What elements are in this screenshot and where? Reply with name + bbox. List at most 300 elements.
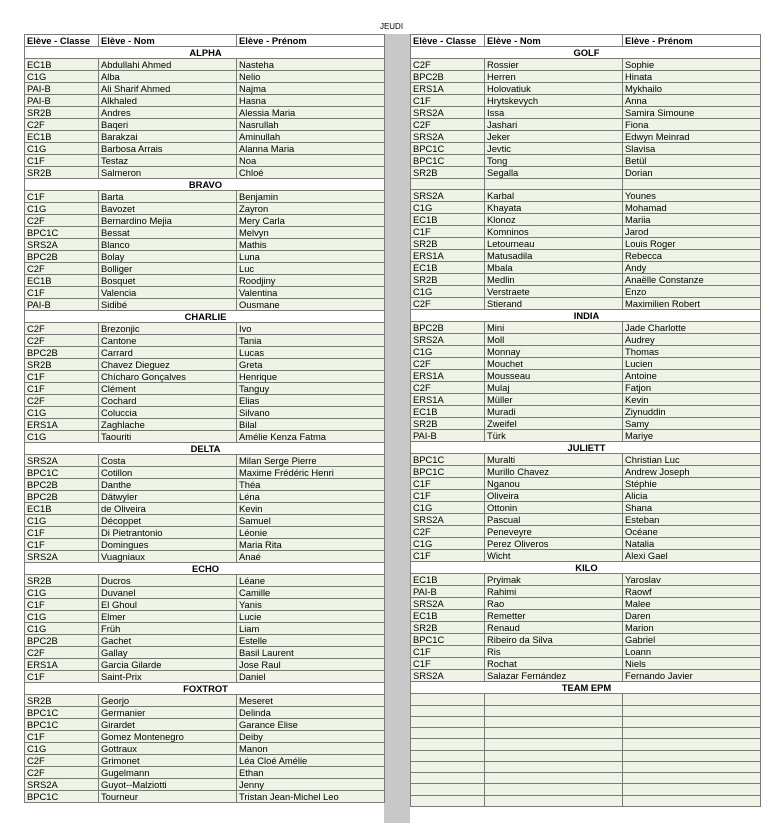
student-row [25, 83, 385, 95]
student-class: EC1B [411, 406, 485, 418]
student-firstname: Mohamad [623, 202, 761, 214]
student-row [411, 430, 761, 442]
student-row [25, 359, 385, 371]
student-firstname: Léonie [237, 527, 385, 539]
student-lastname: Issa [485, 107, 623, 119]
student-row [25, 599, 385, 611]
empty-cell [485, 694, 623, 705]
empty-row [411, 773, 761, 784]
student-class: C1G [411, 202, 485, 214]
student-firstname: Loann [623, 646, 761, 658]
student-lastname: Chícharo Gonçalves [99, 371, 237, 383]
student-row [411, 298, 761, 310]
student-class: SR2B [25, 167, 99, 179]
student-lastname: Sidibé [99, 299, 237, 311]
student-firstname: Aminullah [237, 131, 385, 143]
student-lastname: Bolliger [99, 263, 237, 275]
student-row [25, 203, 385, 215]
header-row [411, 35, 761, 47]
student-lastname: Rochat [485, 658, 623, 670]
student-row [25, 491, 385, 503]
student-lastname: Cantone [99, 335, 237, 347]
student-row [411, 322, 761, 334]
student-lastname: Cotillon [99, 467, 237, 479]
student-row [25, 767, 385, 779]
empty-cell [411, 694, 485, 705]
student-class: BPC2B [411, 71, 485, 83]
roster-table-right [410, 34, 761, 807]
student-row [25, 503, 385, 515]
student-class: SR2B [411, 274, 485, 286]
student-class: C1G [411, 286, 485, 298]
student-lastname: Germanier [99, 707, 237, 719]
student-lastname: Guyot--Malziotti [99, 779, 237, 791]
student-class: EC1B [25, 131, 99, 143]
empty-cell [623, 784, 761, 795]
empty-row [411, 784, 761, 795]
empty-cell [485, 179, 623, 190]
student-lastname: Gallay [99, 647, 237, 659]
empty-row [411, 750, 761, 761]
student-firstname: Samira Simoune [623, 107, 761, 119]
empty-cell [485, 761, 623, 772]
student-class: SRS2A [411, 514, 485, 526]
student-lastname: Costa [99, 455, 237, 467]
name-header: Elève - Nom [485, 35, 623, 47]
student-class: C1F [25, 155, 99, 167]
student-row [411, 526, 761, 538]
student-lastname: Danthe [99, 479, 237, 491]
column-gutter [384, 34, 410, 823]
group-row [25, 443, 385, 455]
empty-cell [411, 750, 485, 761]
student-class: C1G [25, 407, 99, 419]
student-row [25, 227, 385, 239]
student-lastname: Saint-Prix [99, 671, 237, 683]
student-row [25, 743, 385, 755]
student-firstname: Shana [623, 502, 761, 514]
student-row [25, 59, 385, 71]
student-lastname: Alba [99, 71, 237, 83]
student-firstname: Tanguy [237, 383, 385, 395]
student-firstname: Manon [237, 743, 385, 755]
student-firstname: Jose Raul [237, 659, 385, 671]
student-firstname: Louis Roger [623, 238, 761, 250]
student-lastname: Gachet [99, 635, 237, 647]
student-firstname: Alanna Maria [237, 143, 385, 155]
student-row [411, 394, 761, 406]
student-firstname: Théa [237, 479, 385, 491]
student-firstname: Elias [237, 395, 385, 407]
student-row [25, 515, 385, 527]
student-lastname: Muralti [485, 454, 623, 466]
student-class: BPC2B [25, 347, 99, 359]
student-firstname: Mariia [623, 214, 761, 226]
student-firstname: Noa [237, 155, 385, 167]
student-row [411, 155, 761, 167]
student-row [25, 395, 385, 407]
student-firstname: Anna [623, 95, 761, 107]
student-firstname: Kevin [623, 394, 761, 406]
student-row [25, 239, 385, 251]
student-class: EC1B [25, 59, 99, 71]
student-firstname: Najma [237, 83, 385, 95]
student-lastname: Elmer [99, 611, 237, 623]
empty-cell [485, 705, 623, 716]
student-class: PAI-B [411, 430, 485, 442]
student-class: C1G [411, 538, 485, 550]
student-row [411, 346, 761, 358]
student-row [411, 490, 761, 502]
student-firstname: Younes [623, 190, 761, 202]
student-row [25, 527, 385, 539]
student-class: C1F [411, 95, 485, 107]
student-row [411, 59, 761, 71]
student-lastname: Vuagniaux [99, 551, 237, 563]
student-firstname: Greta [237, 359, 385, 371]
student-row [25, 635, 385, 647]
empty-cell [411, 795, 485, 806]
student-class: C1F [25, 371, 99, 383]
student-row [25, 299, 385, 311]
empty-cell [485, 784, 623, 795]
student-firstname: Hinata [623, 71, 761, 83]
student-row [411, 274, 761, 286]
student-lastname: Valencia [99, 287, 237, 299]
student-lastname: Di Pietrantonio [99, 527, 237, 539]
student-row [25, 407, 385, 419]
student-lastname: Tourneur [99, 791, 237, 803]
student-class: ERS1A [411, 83, 485, 95]
group-row [25, 683, 385, 695]
student-lastname: Oliveira [485, 490, 623, 502]
student-firstname: Andy [623, 262, 761, 274]
student-class: ERS1A [411, 394, 485, 406]
group-name: CHARLIE [25, 311, 385, 323]
student-class: ERS1A [25, 419, 99, 431]
student-lastname: Perez Oliveros [485, 538, 623, 550]
student-firstname: Lucas [237, 347, 385, 359]
student-class: SR2B [25, 695, 99, 707]
student-lastname: Gomez Montenegro [99, 731, 237, 743]
student-class: SR2B [25, 359, 99, 371]
student-class: PAI-B [411, 586, 485, 598]
student-lastname: Coluccia [99, 407, 237, 419]
student-row [25, 731, 385, 743]
student-class: BPC1C [25, 227, 99, 239]
student-row [411, 95, 761, 107]
student-row [25, 539, 385, 551]
student-lastname: Salazar Fernández [485, 670, 623, 682]
empty-cell [485, 716, 623, 727]
student-lastname: Ali Sharif Ahmed [99, 83, 237, 95]
student-row [411, 214, 761, 226]
student-class: C2F [411, 59, 485, 71]
student-row [25, 335, 385, 347]
student-lastname: Rao [485, 598, 623, 610]
student-lastname: Komninos [485, 226, 623, 238]
student-firstname: Maria Rita [237, 539, 385, 551]
student-row [25, 671, 385, 683]
student-lastname: Bolay [99, 251, 237, 263]
student-class: C1F [25, 671, 99, 683]
student-firstname: Léa Cloé Amélie [237, 755, 385, 767]
student-row [411, 286, 761, 298]
student-class: BPC2B [411, 322, 485, 334]
student-firstname: Lucie [237, 611, 385, 623]
student-firstname: Deiby [237, 731, 385, 743]
empty-row [411, 739, 761, 750]
student-firstname: Andrew Joseph [623, 466, 761, 478]
empty-cell [623, 694, 761, 705]
group-name: DELTA [25, 443, 385, 455]
student-firstname: Estelle [237, 635, 385, 647]
student-firstname: Natalia [623, 538, 761, 550]
student-firstname: Jenny [237, 779, 385, 791]
student-lastname: Andres [99, 107, 237, 119]
student-row [25, 155, 385, 167]
student-firstname: Kevin [237, 503, 385, 515]
empty-cell [485, 728, 623, 739]
student-lastname: Gottraux [99, 743, 237, 755]
student-class: C1G [411, 346, 485, 358]
student-lastname: Jashari [485, 119, 623, 131]
student-firstname: Maximilien Robert [623, 298, 761, 310]
student-class: EC1B [411, 214, 485, 226]
student-firstname: Samy [623, 418, 761, 430]
student-row [25, 551, 385, 563]
student-row [25, 755, 385, 767]
student-class: C2F [411, 298, 485, 310]
student-class: C2F [25, 755, 99, 767]
student-class: SRS2A [411, 131, 485, 143]
student-firstname: Sophie [623, 59, 761, 71]
student-class: ERS1A [411, 250, 485, 262]
student-row [25, 119, 385, 131]
student-firstname: Esteban [623, 514, 761, 526]
student-class: SR2B [25, 575, 99, 587]
student-lastname: Muradi [485, 406, 623, 418]
empty-cell [411, 179, 485, 190]
student-firstname: Luc [237, 263, 385, 275]
student-row [25, 107, 385, 119]
student-class: C2F [25, 767, 99, 779]
group-row [25, 563, 385, 575]
group-name: BRAVO [25, 179, 385, 191]
student-lastname: Segalla [485, 167, 623, 179]
student-firstname: Anaé [237, 551, 385, 563]
empty-cell [485, 750, 623, 761]
student-firstname: Luna [237, 251, 385, 263]
student-class: C2F [25, 395, 99, 407]
student-firstname: Zayron [237, 203, 385, 215]
empty-cell [623, 705, 761, 716]
student-firstname: Ousmane [237, 299, 385, 311]
student-lastname: Zweifel [485, 418, 623, 430]
student-lastname: Bavozet [99, 203, 237, 215]
student-row [25, 479, 385, 491]
header-row [25, 35, 385, 47]
student-class: C1F [411, 646, 485, 658]
empty-cell [623, 761, 761, 772]
group-name: INDIA [411, 310, 761, 322]
student-row [25, 275, 385, 287]
empty-cell [623, 179, 761, 190]
student-class: C1F [411, 490, 485, 502]
student-lastname: Bessat [99, 227, 237, 239]
student-lastname: Hrytskevych [485, 95, 623, 107]
student-lastname: Monnay [485, 346, 623, 358]
student-lastname: Mini [485, 322, 623, 334]
empty-cell [623, 728, 761, 739]
student-firstname: Marion [623, 622, 761, 634]
student-class: C1F [25, 287, 99, 299]
student-row [411, 586, 761, 598]
student-lastname: Pryimak [485, 574, 623, 586]
student-row [411, 238, 761, 250]
empty-cell [411, 728, 485, 739]
student-lastname: Salmeron [99, 167, 237, 179]
student-row [25, 323, 385, 335]
student-row [25, 791, 385, 803]
student-firstname: Jade Charlotte [623, 322, 761, 334]
student-row [25, 623, 385, 635]
student-lastname: Herren [485, 71, 623, 83]
student-class: C2F [411, 119, 485, 131]
student-firstname: Christian Luc [623, 454, 761, 466]
student-class: C2F [25, 323, 99, 335]
student-firstname: Antoine [623, 370, 761, 382]
firstname-header: Elève - Prénom [237, 35, 385, 47]
student-firstname: Yanis [237, 599, 385, 611]
student-lastname: Carrard [99, 347, 237, 359]
student-firstname: Ethan [237, 767, 385, 779]
student-lastname: de Oliveira [99, 503, 237, 515]
student-row [411, 610, 761, 622]
student-class: BPC1C [25, 791, 99, 803]
student-class: PAI-B [25, 299, 99, 311]
student-firstname: Alexi Gael [623, 550, 761, 562]
student-class: SRS2A [411, 598, 485, 610]
student-row [411, 658, 761, 670]
student-class: BPC1C [411, 155, 485, 167]
student-row [411, 538, 761, 550]
student-row [25, 191, 385, 203]
student-row [25, 167, 385, 179]
student-lastname: Rossier [485, 59, 623, 71]
student-lastname: Murillo Chavez [485, 466, 623, 478]
student-class: SR2B [25, 107, 99, 119]
student-class: SRS2A [411, 190, 485, 202]
empty-cell [623, 739, 761, 750]
empty-cell [485, 739, 623, 750]
student-lastname: Taouriti [99, 431, 237, 443]
student-firstname: Thomas [623, 346, 761, 358]
group-row [411, 442, 761, 454]
student-class: SRS2A [411, 107, 485, 119]
student-class: SRS2A [25, 779, 99, 791]
student-row [411, 334, 761, 346]
student-lastname: Grimonet [99, 755, 237, 767]
student-row [25, 251, 385, 263]
student-firstname: Tristan Jean-Michel Leo [237, 791, 385, 803]
roster-table-left [24, 34, 385, 803]
student-firstname: Meseret [237, 695, 385, 707]
student-class: C1G [25, 611, 99, 623]
student-lastname: Georjo [99, 695, 237, 707]
student-class: C2F [25, 647, 99, 659]
student-firstname: Basil Laurent [237, 647, 385, 659]
empty-row [411, 716, 761, 727]
student-row [411, 454, 761, 466]
student-lastname: Ottonin [485, 502, 623, 514]
student-class: C1F [25, 383, 99, 395]
student-class: C1G [25, 143, 99, 155]
student-row [411, 670, 761, 682]
student-row [25, 419, 385, 431]
student-class: C1G [25, 71, 99, 83]
student-firstname: Mykhailo [623, 83, 761, 95]
student-lastname: Girardet [99, 719, 237, 731]
student-lastname: Gugelmann [99, 767, 237, 779]
student-firstname: Hasna [237, 95, 385, 107]
student-lastname: Moll [485, 334, 623, 346]
student-firstname: Alessia Maria [237, 107, 385, 119]
empty-row [411, 728, 761, 739]
empty-row [411, 795, 761, 806]
class-header: Elève - Classe [25, 35, 99, 47]
student-class: C1F [25, 539, 99, 551]
student-lastname: Ris [485, 646, 623, 658]
student-lastname: Domingues [99, 539, 237, 551]
student-row [25, 659, 385, 671]
student-lastname: Blanco [99, 239, 237, 251]
student-class: C1F [25, 731, 99, 743]
student-firstname: Henrique [237, 371, 385, 383]
student-class: EC1B [411, 262, 485, 274]
student-row [411, 226, 761, 238]
student-firstname: Camille [237, 587, 385, 599]
student-lastname: Baqeri [99, 119, 237, 131]
student-firstname: Rebecca [623, 250, 761, 262]
student-firstname: Nelio [237, 71, 385, 83]
student-firstname: Roodjiny [237, 275, 385, 287]
student-lastname: Garcia Gilarde [99, 659, 237, 671]
student-class: SRS2A [25, 455, 99, 467]
student-class: PAI-B [25, 95, 99, 107]
student-lastname: Duvanel [99, 587, 237, 599]
student-row [25, 575, 385, 587]
student-class: C1F [25, 527, 99, 539]
student-lastname: Jevtic [485, 143, 623, 155]
student-row [411, 143, 761, 155]
student-lastname: Mousseau [485, 370, 623, 382]
student-row [25, 347, 385, 359]
student-lastname: Peneveyre [485, 526, 623, 538]
group-name: KILO [411, 562, 761, 574]
student-class: EC1B [25, 503, 99, 515]
student-row [25, 695, 385, 707]
student-row [411, 250, 761, 262]
student-lastname: El Ghoul [99, 599, 237, 611]
student-lastname: Verstraete [485, 286, 623, 298]
student-row [25, 263, 385, 275]
student-row [25, 611, 385, 623]
student-class: C1F [411, 478, 485, 490]
student-lastname: Barbosa Arrais [99, 143, 237, 155]
student-row [411, 119, 761, 131]
student-class: C2F [25, 263, 99, 275]
